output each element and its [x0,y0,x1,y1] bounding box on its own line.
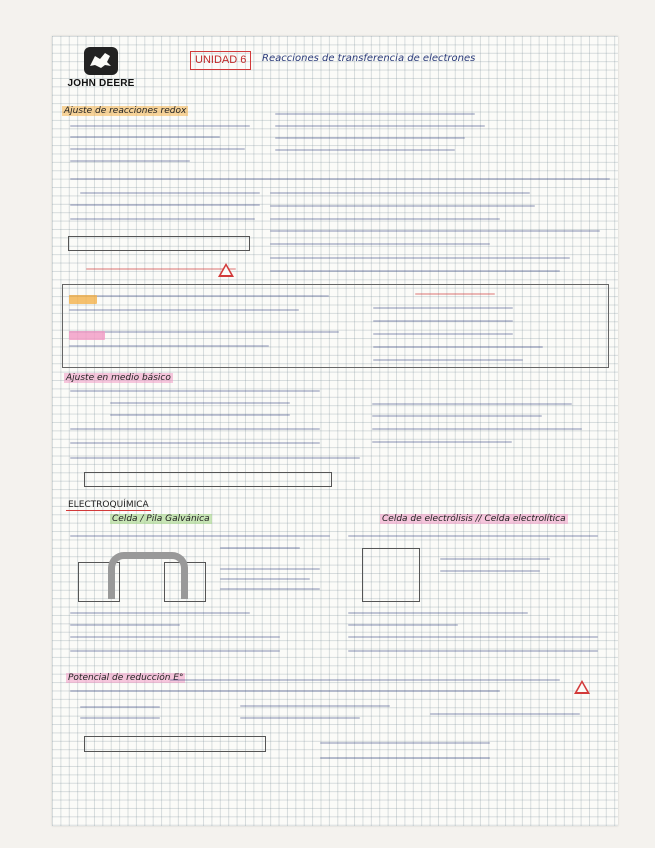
section-celda-electrolitica: Celda de electrólisis // Celda electrolítica [382,514,566,524]
section-potencial: Potencial de reducción E° [68,673,184,683]
warning-icon [218,263,234,277]
page-title: Reacciones de transferencia de electrones [262,53,476,64]
section-electroquimica: ELECTROQUÍMICA [68,500,149,510]
section-medio-basico: Ajuste en medio básico [66,373,171,383]
section-ajuste-redox: Ajuste de reacciones redox [64,106,187,116]
brand-name: JOHN DEERE [67,78,135,89]
brand-logo [66,46,136,89]
warning-icon-2 [574,680,590,694]
reactions-box [62,284,609,368]
unit-label: UNIDAD 6 [190,51,251,70]
tractor-deer-logo-icon [83,46,119,76]
section-pila-galvanica: Celda / Pila Galvánica [112,514,210,524]
